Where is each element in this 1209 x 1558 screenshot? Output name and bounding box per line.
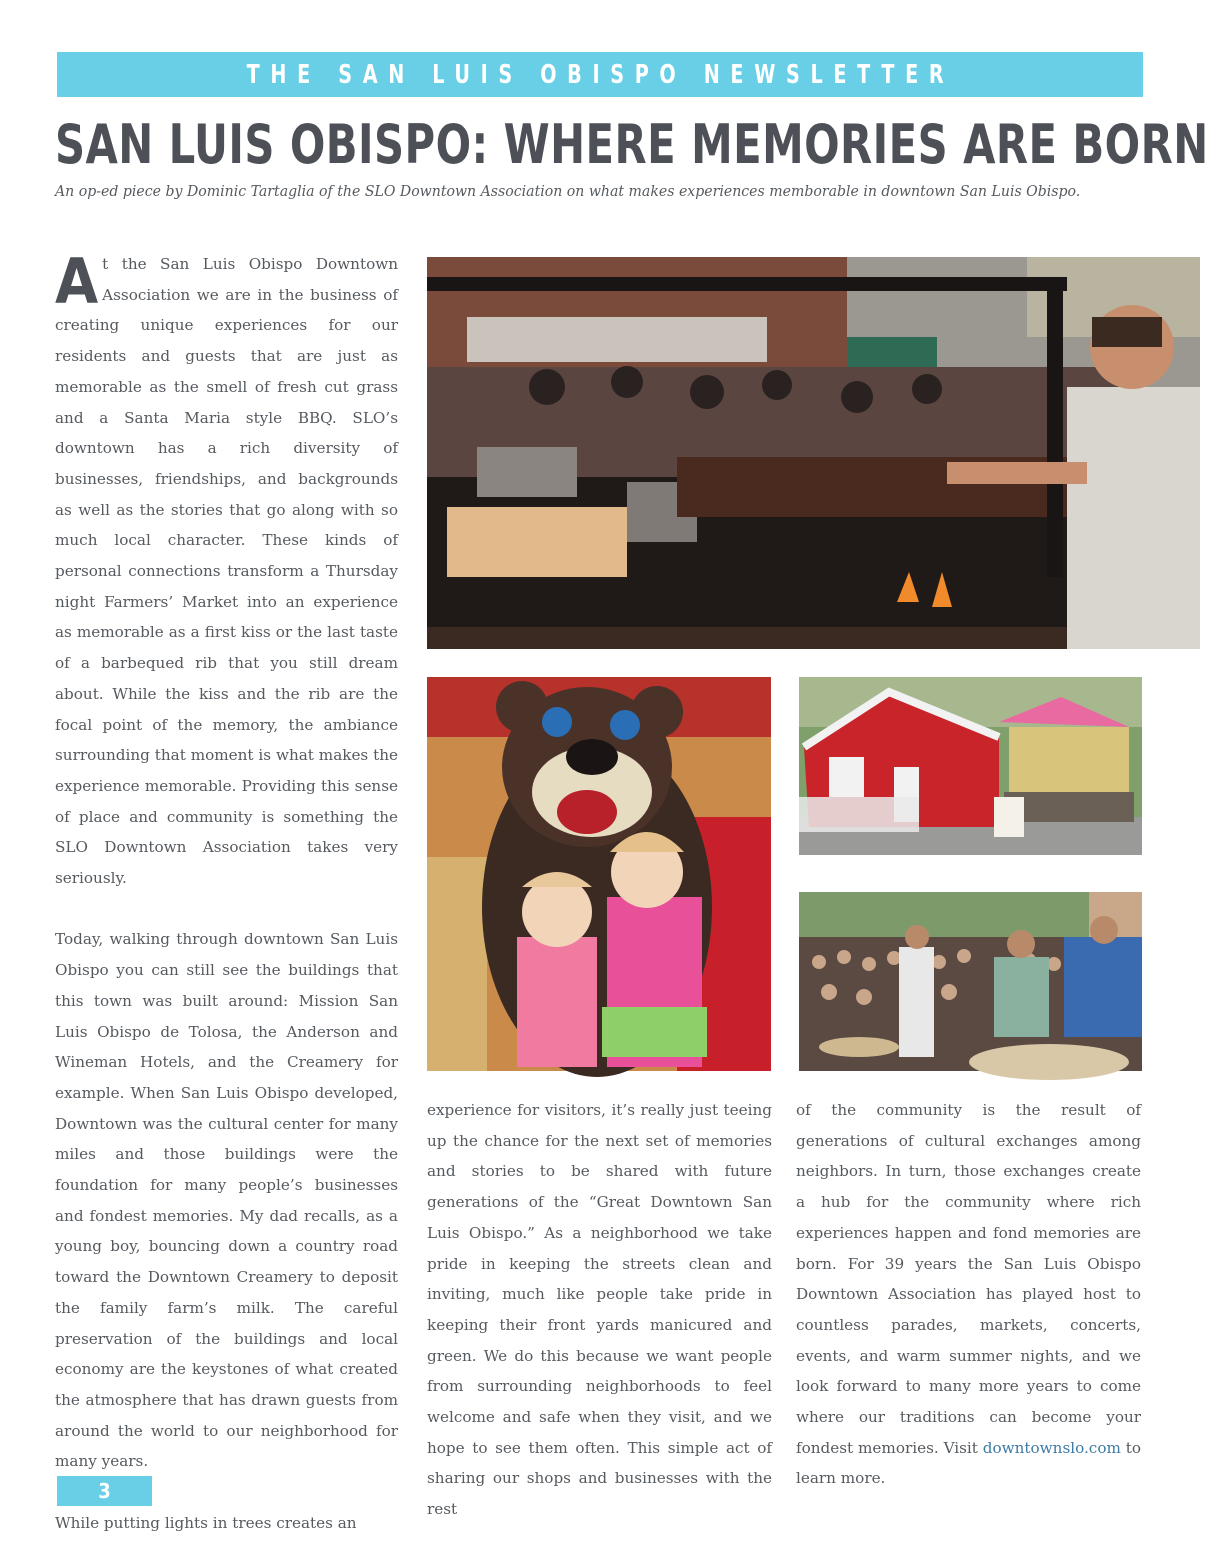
bear-mascot-photo bbox=[427, 677, 771, 1071]
article-paragraph bbox=[55, 245, 398, 894]
article-subheadline: An op-ed piece by Dominic Tartaglia of the SLO Downtown Association on what makes experiences memborable in downtown San Luis Obispo. bbox=[55, 182, 1081, 200]
upside-down-house-photo bbox=[799, 677, 1142, 855]
drop-cap: A bbox=[55, 245, 99, 318]
article-paragraph bbox=[796, 1095, 1141, 1494]
paragraph-text: of the community is the result of generations of cultural exchanges among neighbors. In turn, those exchanges create a hub for the community where rich experiences happen and fond memories are born. For 39 years the San Luis Obispo Downtown Association has played host to countless parades, markets, concerts, events, and warm summer nights, and we look forward to many more years to come where our traditions can become your fondest memories. Visit bbox=[796, 1101, 1141, 1457]
page-number: 3 bbox=[57, 1476, 152, 1506]
paragraph-text: t the San Luis Obispo Downtown Association we are in the business of creating unique experiences for our residents and guests that are just as memorable as the smell of fresh cut grass and a Santa Maria style BBQ. SLO’s downtown has a rich diversity of businesses, friendships, and backgrounds as well as the stories that go along with so much local character. These kinds of personal connections transform a Thursday night Farmers’ Market into an experience as memorable as a first kiss or the last taste of a barbequed rib that you still dream about. While the kiss and the rib are the focal point of the memory, the ambiance surrounding that moment is what makes the experience memorable. Providing this sense of place and community is something the SLO Downtown Association takes very seriously. bbox=[55, 255, 398, 888]
article-paragraph: While putting lights in trees creates an bbox=[55, 1513, 357, 1532]
article-column-right bbox=[796, 1095, 1142, 1488]
paragraph-text: to learn more. bbox=[796, 1438, 1142, 1488]
outdoor-concert-photo bbox=[799, 892, 1142, 1071]
page-title: SAN LUIS OBISPO: WHERE MEMORIES ARE BORN bbox=[55, 113, 1209, 176]
article-paragraph: experience for visitors, it’s really just teeing up the chance for the next set of memories and stories to be shared with future generations of the “Great Downtown San Luis Obispo.” As a neighborhood we take pride in keeping the streets clean and inviting, much like people take pride in keeping their front yards manicured and green. We do this because we want people from surrounding neighborhoods to feel welcome and safe when they visit, and we hope to see them often. This simple act of sharing our shops and businesses with the rest bbox=[427, 1101, 772, 1519]
downtownslo-link[interactable]: downtownslo.com bbox=[982, 1438, 1121, 1457]
article-column-left bbox=[55, 245, 398, 1532]
bbq-grill-photo bbox=[427, 257, 1200, 649]
newsletter-banner bbox=[57, 52, 1143, 97]
article-column-middle bbox=[427, 1095, 772, 1519]
banner-title: THE SAN LUIS OBISPO NEWSLETTER bbox=[246, 59, 954, 90]
article-paragraph: Today, walking through downtown San Luis Obispo you can still see the buildings that this town was built around: Mission San Luis Obispo de Tolosa, the Anderson and Wineman Hotels, and the Creamery for example. When San Luis Obispo developed, Downtown was the cultural center for many miles and those buildings were the foundation for many people’s businesses and fondest memories. My dad recalls, as a young boy, bouncing down a country road toward the Downtown Creamery to deposit the family farm’s milk. The careful preservation of the buildings and local economy are the keystones of what created the atmosphere that has drawn guests from around the world to our neighborhood for many years. bbox=[55, 930, 398, 1471]
